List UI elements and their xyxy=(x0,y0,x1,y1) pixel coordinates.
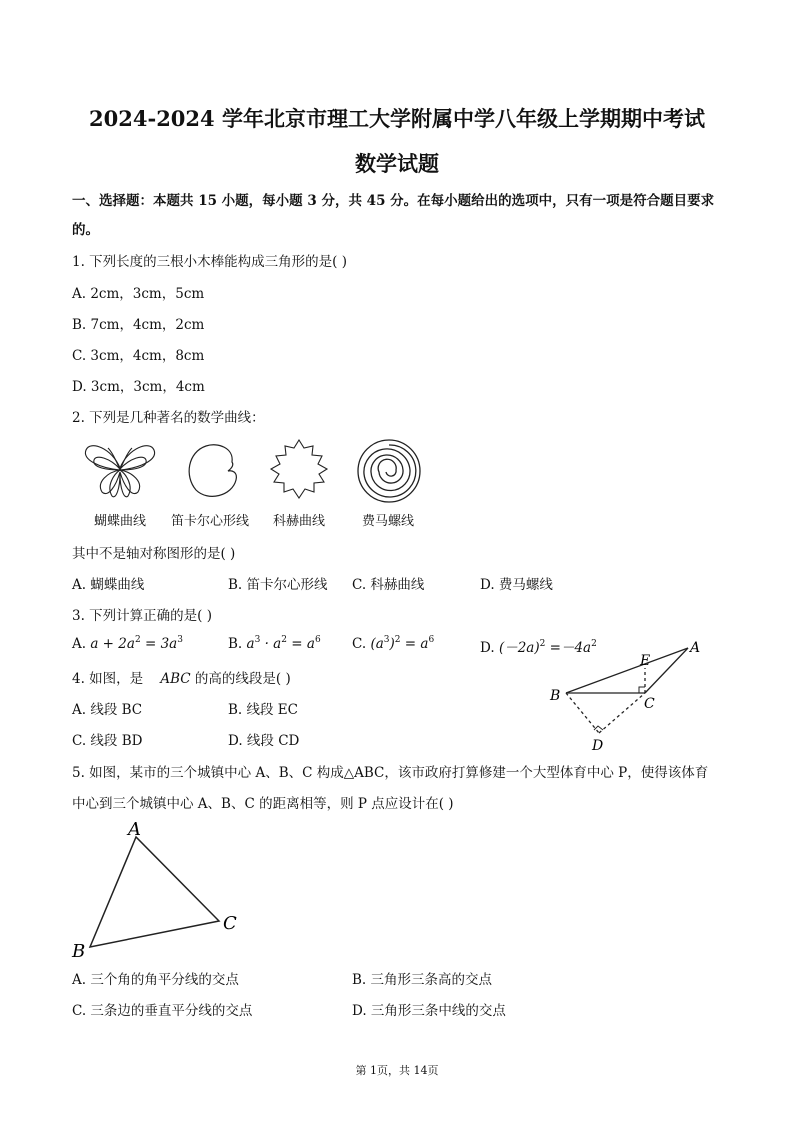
question-4-option-a: A. 线段 BC xyxy=(72,702,143,718)
question-2-question: 其中不是轴对称图形的是( ) xyxy=(72,546,236,562)
question-2-option-c: C. 科赫曲线 xyxy=(352,577,425,593)
fermat-spiral-icon xyxy=(354,436,424,506)
question-5-option-b: B. 三角形三条高的交点 xyxy=(352,972,493,988)
curve-label-cardioid: 笛卡尔心形线 xyxy=(170,514,249,529)
question-3-option-d: D. $(-2a)^2 =-4a^2$ xyxy=(480,639,597,656)
question-5-option-c: C. 三条边的垂直平分线的交点 xyxy=(72,1003,253,1019)
question-2-option-d: D. 费马螺线 xyxy=(480,577,553,593)
butterfly-curve-icon xyxy=(82,438,158,502)
fig4-label-d: D xyxy=(592,738,604,754)
fig5-label-a: A xyxy=(128,819,141,840)
fig4-label-b: B xyxy=(550,688,561,704)
question-4-option-c: C. 线段 BD xyxy=(72,733,143,749)
question-1-option-c: C. 3cm，4cm，8cm xyxy=(72,348,205,364)
cardioid-icon xyxy=(182,440,244,502)
question-3-option-a: A. $a + 2a^2 = 3a^3$ xyxy=(72,635,183,652)
question-1-option-a: A. 2cm，3cm，5cm xyxy=(72,286,205,302)
question-5-figure xyxy=(64,815,254,963)
curve-label-koch: 科赫曲线 xyxy=(272,514,325,529)
fig5-label-c: C xyxy=(223,913,237,934)
question-5-option-a: A. 三个角的角平分线的交点 xyxy=(72,972,239,988)
page-subtitle: 数学试题 xyxy=(355,151,439,176)
fig4-label-e: E xyxy=(640,653,651,669)
question-4-figure xyxy=(540,634,710,756)
fig5-label-b: B xyxy=(72,941,86,962)
fig4-label-c: C xyxy=(644,696,655,712)
question-4-option-b: B. 线段 EC xyxy=(228,702,298,718)
question-4-option-d: D. 线段 CD xyxy=(228,733,300,749)
question-3-stem: 3. 下列计算正确的是( ) xyxy=(72,608,212,624)
curve-label-spiral: 费马螺线 xyxy=(361,514,414,529)
section-header: 一、选择题：本题共 15 小题，每小题 3 分，共 45 分。在每小题给出的选项中，只有一项是符合题目要求 xyxy=(72,193,715,209)
page-footer: 第 1页，共 14页 xyxy=(355,1064,439,1077)
question-3-option-b: B. $a^3 \cdot a^2 = a^6$ xyxy=(228,635,321,652)
question-4-stem: 4. 如图，是 ABC 的高的线段是( ) xyxy=(72,671,291,687)
section-header-cont: 的。 xyxy=(72,222,99,238)
koch-snowflake-icon xyxy=(264,436,334,504)
question-1-option-d: D. 3cm，3cm，4cm xyxy=(72,379,205,395)
question-5-stem-line1: 5. 如图，某市的三个城镇中心 A、B、C 构成△ABC，该市政府打算修建一个大型体育中心 P，使得该体育 xyxy=(72,765,709,781)
question-3-option-c: C. $(a^3)^2 = a^6$ xyxy=(352,635,435,652)
question-1-option-b: B. 7cm，4cm，2cm xyxy=(72,317,205,333)
question-2-option-a: A. 蝴蝶曲线 xyxy=(72,577,145,593)
question-5-option-d: D. 三角形三条中线的交点 xyxy=(352,1003,506,1019)
curve-label-butterfly: 蝴蝶曲线 xyxy=(93,514,146,529)
fig4-label-a: A xyxy=(690,640,701,656)
question-2-option-b: B. 笛卡尔心形线 xyxy=(228,577,328,593)
page-title: 2024-2024 学年北京市理工大学附属中学八年级上学期期中考试 xyxy=(89,106,705,131)
question-1-stem: 1. 下列长度的三根小木棒能构成三角形的是( ) xyxy=(72,254,347,270)
question-2-stem: 2. 下列是几种著名的数学曲线： xyxy=(72,410,265,426)
question-5-stem-line2: 中心到三个城镇中心 A、B、C 的距离相等，则 P 点应设计在( ) xyxy=(72,796,454,812)
